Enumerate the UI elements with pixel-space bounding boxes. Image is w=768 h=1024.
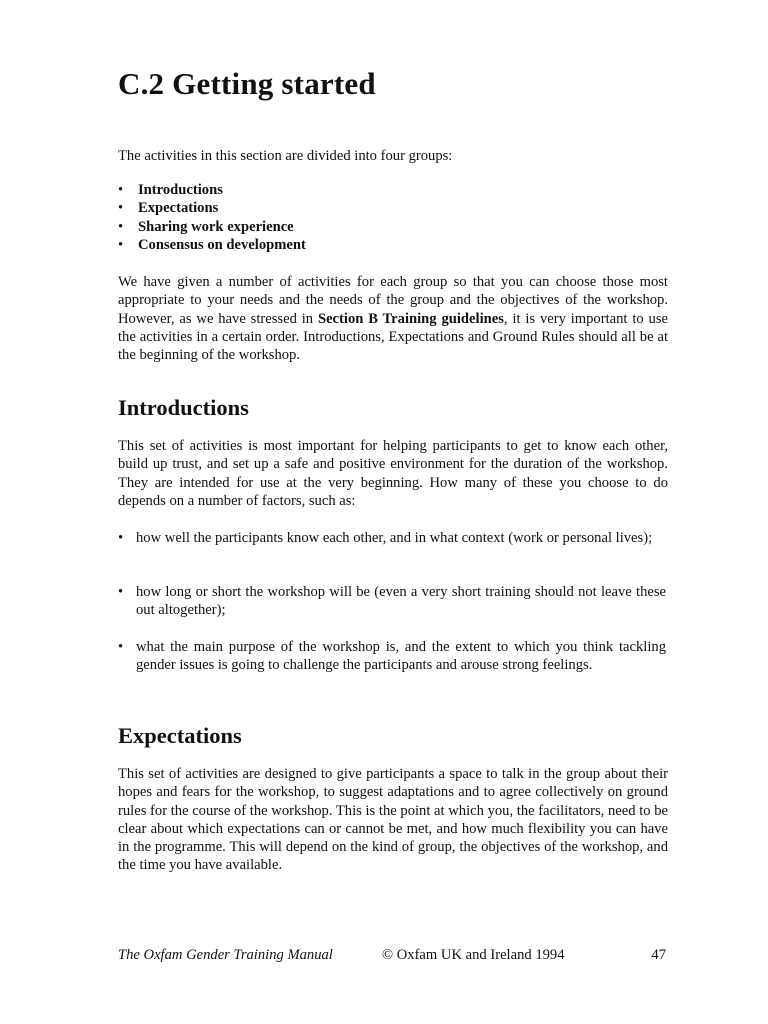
factor-item-acquaintance: • how well the participants know each other, and in what context (work or personal lives); — [118, 529, 666, 547]
introductions-heading: Introductions — [118, 395, 249, 420]
intro-lead: The activities in this section are divided into four groups: — [118, 148, 453, 164]
page-footer — [118, 947, 668, 967]
copyright-notice: © Oxfam UK and Ireland 1994 — [382, 947, 565, 963]
activity-group-list — [118, 181, 306, 255]
expectations-heading: Expectations — [118, 723, 242, 748]
document-page — [118, 0, 668, 1024]
factor-item-workshop-length: • how long or short the workshop will be (even a very short training should not leave these out altogether); — [118, 583, 666, 620]
publication-title: The Oxfam Gender Training Manual — [118, 947, 333, 963]
activity-order-paragraph — [118, 273, 668, 364]
list-item-introductions: • Introductions — [118, 181, 306, 199]
introductions-body: This set of activities is most important for helping participants to get to know each other, build up trust, and set up a safe and positive environment for the duration of the workshop. They are intended for use at the very beginning. How many of these you choose to do depends on a number of factors, such as: — [118, 438, 668, 509]
page-number: 47 — [651, 947, 666, 963]
list-item-consensus-on-development: • Consensus on development — [118, 236, 306, 254]
list-item-expectations: • Expectations — [118, 199, 306, 217]
activity-order-text-end: , it is very important to use the activities in a certain order. Introductions, Expectations and Ground Rules should all be at the beginning of the workshop. — [118, 310, 668, 364]
page-title: C.2 Getting started — [118, 66, 376, 101]
list-item-sharing-work-experience: • Sharing work experience — [118, 218, 306, 236]
section-b-reference: Section B Training guidelines — [317, 310, 504, 327]
factor-item-workshop-purpose: • what the main purpose of the workshop is, and the extent to which you think tackling gender issues is going to challenge the participants and arouse strong feelings. — [118, 638, 666, 675]
expectations-body: This set of activities are designed to give participants a space to talk in the group about their hopes and fears for the workshop, to suggest adaptations and to agree collectively on ground rules for the course of the workshop. This is the point at which you, the facilitators, need to be clear about which expectations can or cannot be met, and how much flexibility you can have in the programme. This will depend on the kind of group, the objectives of the workshop, and the time you have available. — [118, 766, 668, 874]
activity-order-text-start: We have given a number of activities for each group so that you can choose those most appropriate to your needs and the needs of the group and the objectives of the workshop. However, as we have stressed in — [118, 274, 668, 327]
